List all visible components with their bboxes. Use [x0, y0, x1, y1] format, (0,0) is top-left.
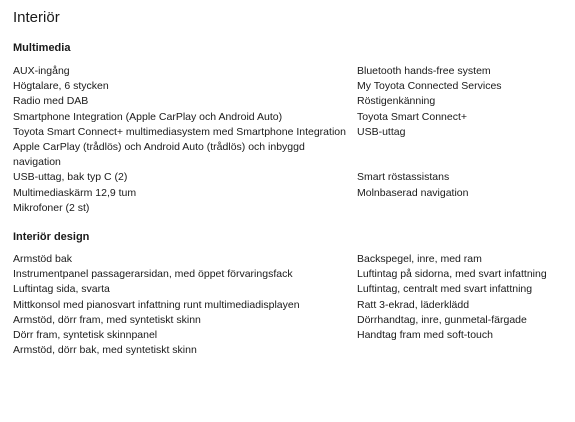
spec-item: Smart röstassistans [357, 171, 450, 184]
page-title: Interiör [13, 9, 60, 26]
spec-item: Dörrhandtag, inre, gunmetal-färgade [357, 313, 527, 326]
spec-item: Ratt 3-ekrad, läderklädd [357, 298, 470, 311]
spec-item: Dörr fram, syntetisk skinnpanel [13, 329, 158, 342]
spec-item: Luftintag på sidorna, med svart infattning [357, 268, 547, 281]
spec-item: Luftintag, centralt med svart infattning [357, 283, 533, 296]
spec-item: Toyota Smart Connect+ multimediasystem med Smartphone Integration Apple CarPlay (trådlös) och Android Auto (trådlös) och inbyggd navigation [13, 125, 346, 169]
spec-item: Röstigenkänning [357, 95, 436, 108]
spec-item: Armstöd, dörr bak, med syntetiskt skinn [13, 344, 197, 357]
spec-item: Armstöd, dörr fram, med syntetiskt skinn [13, 313, 201, 326]
spec-item: Instrumentpanel passagerarsidan, med öppet förvaringsfack [13, 268, 293, 281]
spec-item: Molnbaserad navigation [357, 186, 469, 199]
spec-item [357, 343, 563, 358]
spec-item: My Toyota Connected Services [357, 80, 502, 93]
spec-item: Mittkonsol med pianosvart infattning runt multimediadisplayen [13, 298, 300, 311]
spec-item: USB-uttag, bak typ C (2) [13, 171, 128, 184]
spec-item: Smartphone Integration (Apple CarPlay och Android Auto) [13, 110, 283, 123]
interior-design-spec-list [13, 252, 563, 358]
spec-item: Bluetooth hands-free system [357, 65, 491, 77]
spec-item: Multimediaskärm 12,9 tum [13, 186, 137, 199]
spec-item: Toyota Smart Connect+ [357, 110, 468, 123]
spec-item: Handtag fram med soft-touch [357, 329, 493, 342]
multimedia-spec-list [13, 64, 563, 216]
spec-item: Mikrofoner (2 st) [13, 201, 90, 214]
spec-item: Luftintag sida, svarta [13, 283, 110, 296]
spec-item: Högtalare, 6 stycken [13, 80, 109, 93]
spec-item: AUX-ingång [13, 65, 70, 77]
section-heading-multimedia: Multimedia [13, 42, 71, 54]
spec-item: Backspegel, inre, med ram [357, 253, 482, 265]
spec-item [357, 201, 563, 216]
spec-item: USB-uttag [357, 125, 406, 138]
spec-item: Radio med DAB [13, 95, 89, 108]
spec-item: Armstöd bak [13, 253, 72, 265]
section-heading-interior-design: Interiör design [13, 231, 90, 243]
